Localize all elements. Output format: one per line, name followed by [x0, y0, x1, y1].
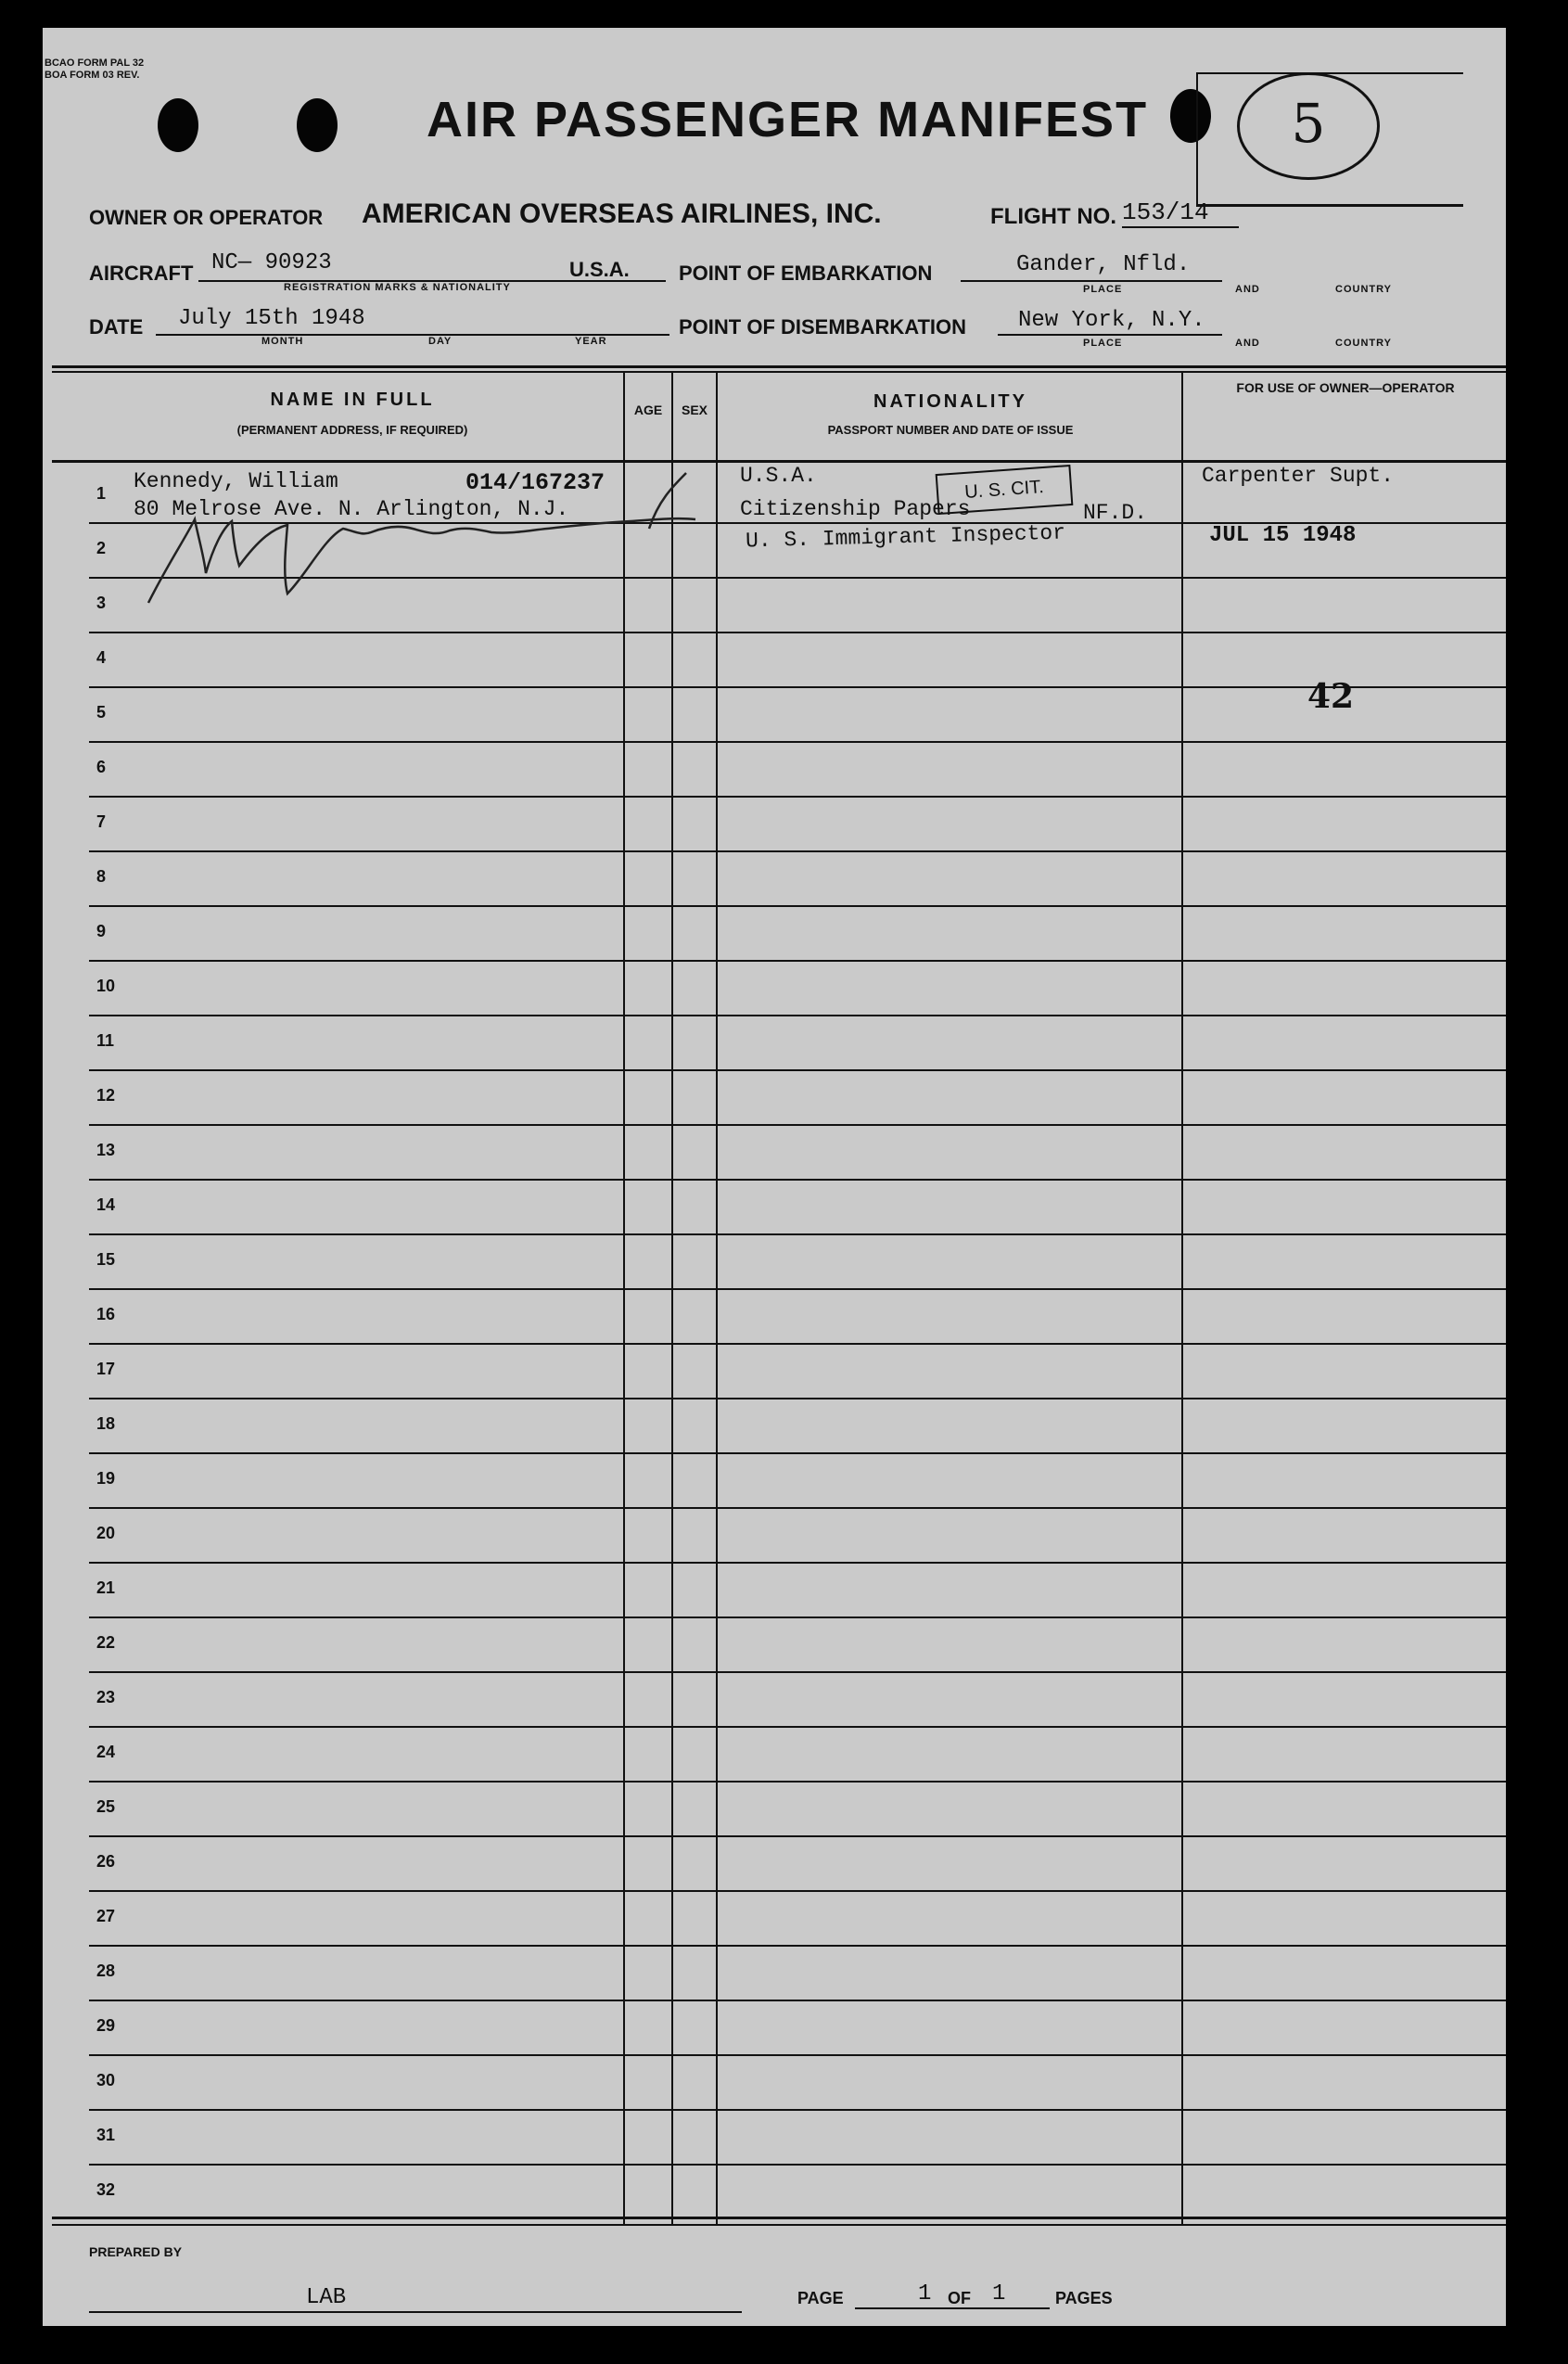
circled-number: 5	[1237, 72, 1380, 180]
row-number: 15	[96, 1250, 116, 1269]
punch-hole	[297, 98, 338, 152]
form-number: BCAO FORM PAL 32 BOA FORM 03 REV.	[45, 58, 145, 81]
row-rule	[89, 1124, 1506, 1126]
col-nationality-sub: PASSPORT NUMBER AND DATE OF ISSUE	[827, 423, 1074, 437]
table-header-rule	[52, 460, 1506, 463]
inspector-signature	[130, 464, 705, 631]
owner-note: Carpenter Supt.	[1202, 464, 1395, 488]
aircraft-value: NC— 90923	[211, 250, 332, 275]
passenger-code: 014/167237	[465, 469, 606, 496]
inspector-stamp: U. S. Immigrant Inspector	[745, 520, 1066, 554]
row-rule	[89, 1945, 1506, 1947]
table-top-rule-2	[52, 371, 1506, 373]
row-rule	[89, 2000, 1506, 2001]
passenger-name: Kennedy, William	[134, 469, 338, 493]
row-rule	[89, 1015, 1506, 1016]
row-number: 18	[96, 1414, 116, 1433]
row-rule	[89, 905, 1506, 907]
us-cit-stamp: U. S. CIT.	[936, 465, 1074, 515]
country-sub-2: COUNTRY	[1335, 338, 1392, 349]
row-number: 5	[96, 703, 107, 722]
owner-label: OWNER OR OPERATOR	[89, 206, 324, 229]
prepared-label: PREPARED BY	[89, 2244, 183, 2259]
row-rule	[89, 1288, 1506, 1290]
number-mark: 42	[1307, 677, 1355, 716]
place-sub: PLACE	[1083, 284, 1123, 295]
row-number: 26	[96, 1852, 116, 1871]
of-label: OF	[948, 2289, 971, 2307]
row-rule	[89, 632, 1506, 633]
row-rule	[89, 741, 1506, 743]
row-number: 30	[96, 2071, 116, 2089]
page-label: PAGE	[797, 2289, 844, 2307]
nationality-suffix: NF.D.	[1083, 501, 1148, 525]
row-number: 14	[96, 1195, 116, 1214]
row-number: 19	[96, 1469, 116, 1488]
row-number: 8	[96, 867, 107, 886]
flight-underline	[1122, 226, 1239, 228]
table-bottom-rule	[52, 2217, 1506, 2219]
col-name-sub: (PERMANENT ADDRESS, IF REQUIRED)	[236, 423, 468, 437]
row-number: 27	[96, 1907, 116, 1925]
flight-value: 153/14	[1122, 198, 1209, 226]
disembarkation-underline	[998, 334, 1222, 336]
row-rule	[89, 1616, 1506, 1618]
page-underline	[855, 2307, 1050, 2309]
country-sub: COUNTRY	[1335, 284, 1392, 295]
row-number: 2	[96, 539, 107, 557]
and-sub: AND	[1235, 284, 1260, 295]
registration-sub: REGISTRATION MARKS & NATIONALITY	[284, 282, 511, 293]
place-sub-2: PLACE	[1083, 338, 1123, 349]
row-rule	[89, 1179, 1506, 1181]
row-rule	[89, 1507, 1506, 1509]
row-number: 22	[96, 1633, 116, 1652]
prepared-underline	[89, 2311, 742, 2313]
row-number: 16	[96, 1305, 116, 1323]
embarkation-underline	[961, 280, 1222, 282]
embarkation-value: Gander, Nfld.	[1016, 252, 1191, 277]
row-number: 28	[96, 1961, 116, 1980]
prepared-value: LAB	[306, 2285, 347, 2310]
of-value: 1	[992, 2281, 1006, 2306]
row-number: 17	[96, 1360, 116, 1378]
nationality-value: U.S.A.	[740, 464, 817, 488]
row-rule	[89, 960, 1506, 962]
row-rule	[89, 1562, 1506, 1564]
flight-label: FLIGHT NO.	[990, 204, 1116, 229]
page-title: AIR PASSENGER MANIFEST	[427, 92, 1149, 147]
row-rule	[89, 1233, 1506, 1235]
row-number: 1	[96, 484, 107, 503]
table-bottom-rule-2	[52, 2224, 1506, 2226]
row-rule	[89, 1452, 1506, 1454]
row-rule	[89, 1890, 1506, 1892]
row-number: 12	[96, 1086, 116, 1105]
row-number: 23	[96, 1688, 116, 1706]
row-number: 10	[96, 977, 116, 995]
row-number: 9	[96, 922, 107, 940]
table-top-rule	[52, 365, 1506, 368]
row-rule	[89, 796, 1506, 798]
row-rule	[89, 1671, 1506, 1673]
row-rule	[89, 2164, 1506, 2166]
col-age-header: AGE	[633, 403, 663, 417]
passenger-address: 80 Melrose Ave. N. Arlington, N.J.	[134, 497, 569, 521]
col-name-header: NAME IN FULL	[270, 390, 435, 410]
pages-label: PAGES	[1055, 2289, 1113, 2307]
owner-value: AMERICAN OVERSEAS AIRLINES, INC.	[362, 198, 882, 229]
row-rule	[89, 1069, 1506, 1071]
year-sub: YEAR	[575, 336, 607, 347]
row-number: 6	[96, 758, 107, 776]
row-rule	[89, 1398, 1506, 1399]
row-rule	[89, 2054, 1506, 2056]
row-rule	[89, 1835, 1506, 1837]
date-label: DATE	[89, 315, 144, 339]
row-number: 3	[96, 594, 107, 612]
row-rule	[89, 1343, 1506, 1345]
row-number: 25	[96, 1797, 116, 1816]
row-rule	[89, 2109, 1506, 2111]
row-number: 21	[96, 1578, 116, 1597]
month-sub: MONTH	[261, 336, 304, 347]
page-value: 1	[918, 2281, 932, 2306]
embarkation-label: POINT OF EMBARKATION	[679, 262, 933, 285]
row-number: 7	[96, 812, 107, 831]
and-sub-2: AND	[1235, 338, 1260, 349]
row-number: 4	[96, 648, 107, 667]
col-nationality-header: NATIONALITY	[873, 391, 1027, 412]
punch-hole	[158, 98, 198, 152]
row-number: 24	[96, 1743, 116, 1761]
day-sub: DAY	[428, 336, 453, 347]
aircraft-nationality: U.S.A.	[569, 258, 630, 281]
row-number: 29	[96, 2016, 116, 2035]
row-rule	[89, 1726, 1506, 1728]
row-number: 11	[96, 1031, 115, 1050]
row-rule	[89, 686, 1506, 688]
inspection-date: JUL 15 1948	[1209, 523, 1357, 548]
col-sex-header: SEX	[681, 403, 708, 417]
citizenship-papers: Citizenship Papers	[740, 497, 971, 521]
disembarkation-label: POINT OF DISEMBARKATION	[679, 315, 967, 339]
row-number: 20	[96, 1524, 116, 1542]
disembarkation-value: New York, N.Y.	[1018, 308, 1205, 333]
row-number: 31	[96, 2126, 116, 2144]
col-owner-header: FOR USE OF OWNER—OPERATOR	[1236, 380, 1455, 395]
row-rule	[89, 850, 1506, 852]
aircraft-label: AIRCRAFT	[89, 262, 194, 285]
row-rule	[89, 1781, 1506, 1783]
row-number: 13	[96, 1141, 116, 1159]
date-value: July 15th 1948	[178, 306, 365, 331]
row-number: 32	[96, 2180, 116, 2199]
